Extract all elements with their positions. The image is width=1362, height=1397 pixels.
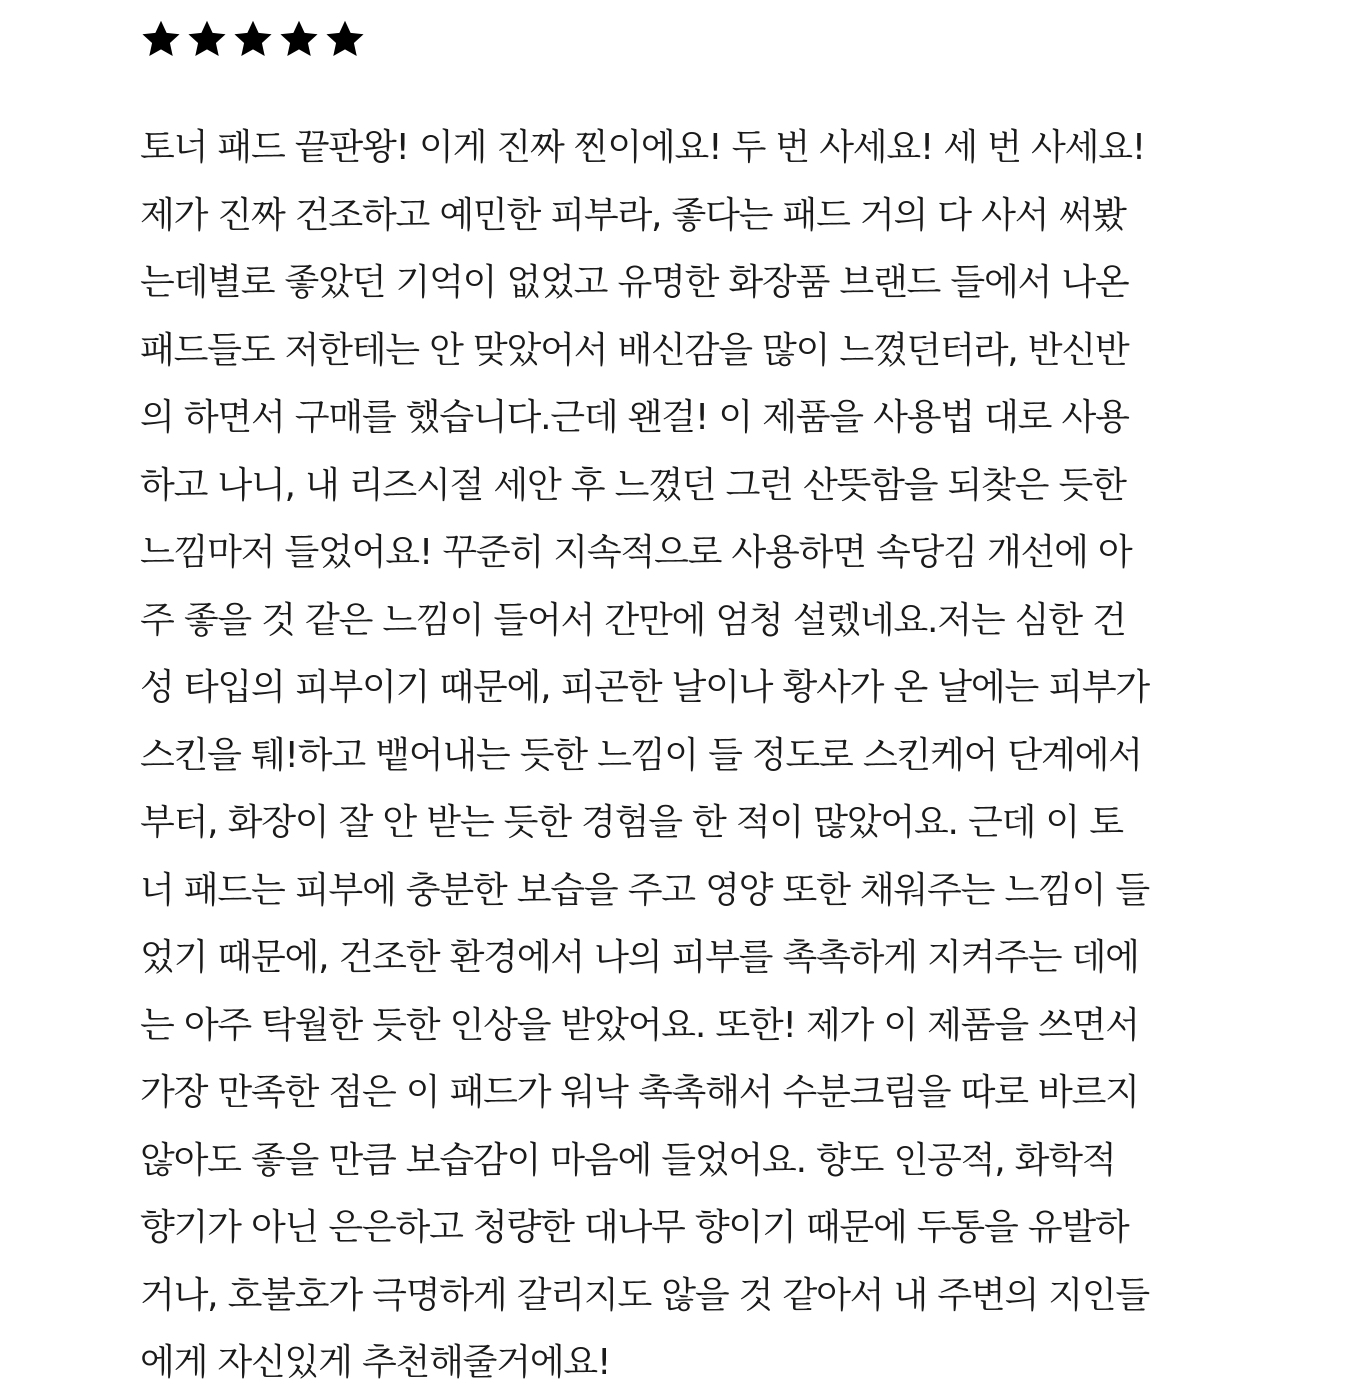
review-line: 성 타입의 피부이기 때문에, 피곤한 날이나 황사가 온 날에는 피부가 [140, 667, 1149, 708]
review-line: 느낌마저 들었어요! 꾸준히 지속적으로 사용하면 속당김 개선에 아 [140, 532, 1132, 573]
review-line: 하고 나니, 내 리즈시절 세안 후 느꼈던 그런 산뜻함을 되찾은 듯한 [140, 464, 1126, 506]
star-icon [232, 18, 274, 60]
review-line: 패드들도 저한테는 안 맞았어서 배신감을 많이 느꼈던터라, 반신반 [140, 329, 1129, 371]
review-text [140, 114, 1250, 1397]
star-icon [324, 18, 366, 60]
review-line: 향기가 아닌 은은하고 청량한 대나무 향이기 때문에 두통을 유발하 [140, 1207, 1129, 1248]
review-line: 에게 자신있게 추천해줄거에요! [140, 1342, 611, 1383]
review-line: 제가 진짜 건조하고 예민한 피부라, 좋다는 패드 거의 다 사서 써봤 [140, 194, 1126, 236]
review-line: 는 아주 탁월한 듯한 인상을 받았어요. 또한! 제가 이 제품을 쓰면서 [140, 1004, 1139, 1046]
review-line: 부터, 화장이 잘 안 받는 듯한 경험을 한 적이 많았어요. 근데 이 토 [140, 802, 1123, 843]
star-icon [278, 18, 320, 60]
review-line: 스킨을 퉤!하고 뱉어내는 듯한 느낌이 들 정도로 스킨케어 단계에서 [140, 734, 1142, 776]
review-card [140, 16, 1250, 1397]
review-line: 었기 때문에, 건조한 환경에서 나의 피부를 촉촉하게 지켜주는 데에 [140, 937, 1139, 978]
star-rating [140, 16, 1250, 62]
review-line: 않아도 좋을 만큼 보습감이 마음에 들었어요. 향도 인공적, 화학적 [140, 1139, 1116, 1181]
review-line: 주 좋을 것 같은 느낌이 들어서 간만에 엄청 설렜네요.저는 심한 건 [140, 599, 1126, 641]
star-icon [140, 18, 182, 60]
review-line: 거나, 호불호가 극명하게 갈리지도 않을 것 같아서 내 주변의 지인들 [140, 1274, 1149, 1316]
review-line: 는데별로 좋았던 기억이 없었고 유명한 화장품 브랜드 들에서 나온 [140, 262, 1129, 303]
review-line: 너 패드는 피부에 충분한 보습을 주고 영양 또한 채워주는 느낌이 들 [140, 869, 1149, 911]
star-icon [186, 18, 228, 60]
review-line: 토너 패드 끝판왕! 이게 진짜 찐이에요! 두 번 사세요! 세 번 사세요! [140, 127, 1146, 168]
review-line: 가장 만족한 점은 이 패드가 워낙 촉촉해서 수분크림을 따로 바르지 [140, 1072, 1139, 1113]
review-line: 의 하면서 구매를 했습니다.근데 왠걸! 이 제품을 사용법 대로 사용 [140, 397, 1129, 438]
